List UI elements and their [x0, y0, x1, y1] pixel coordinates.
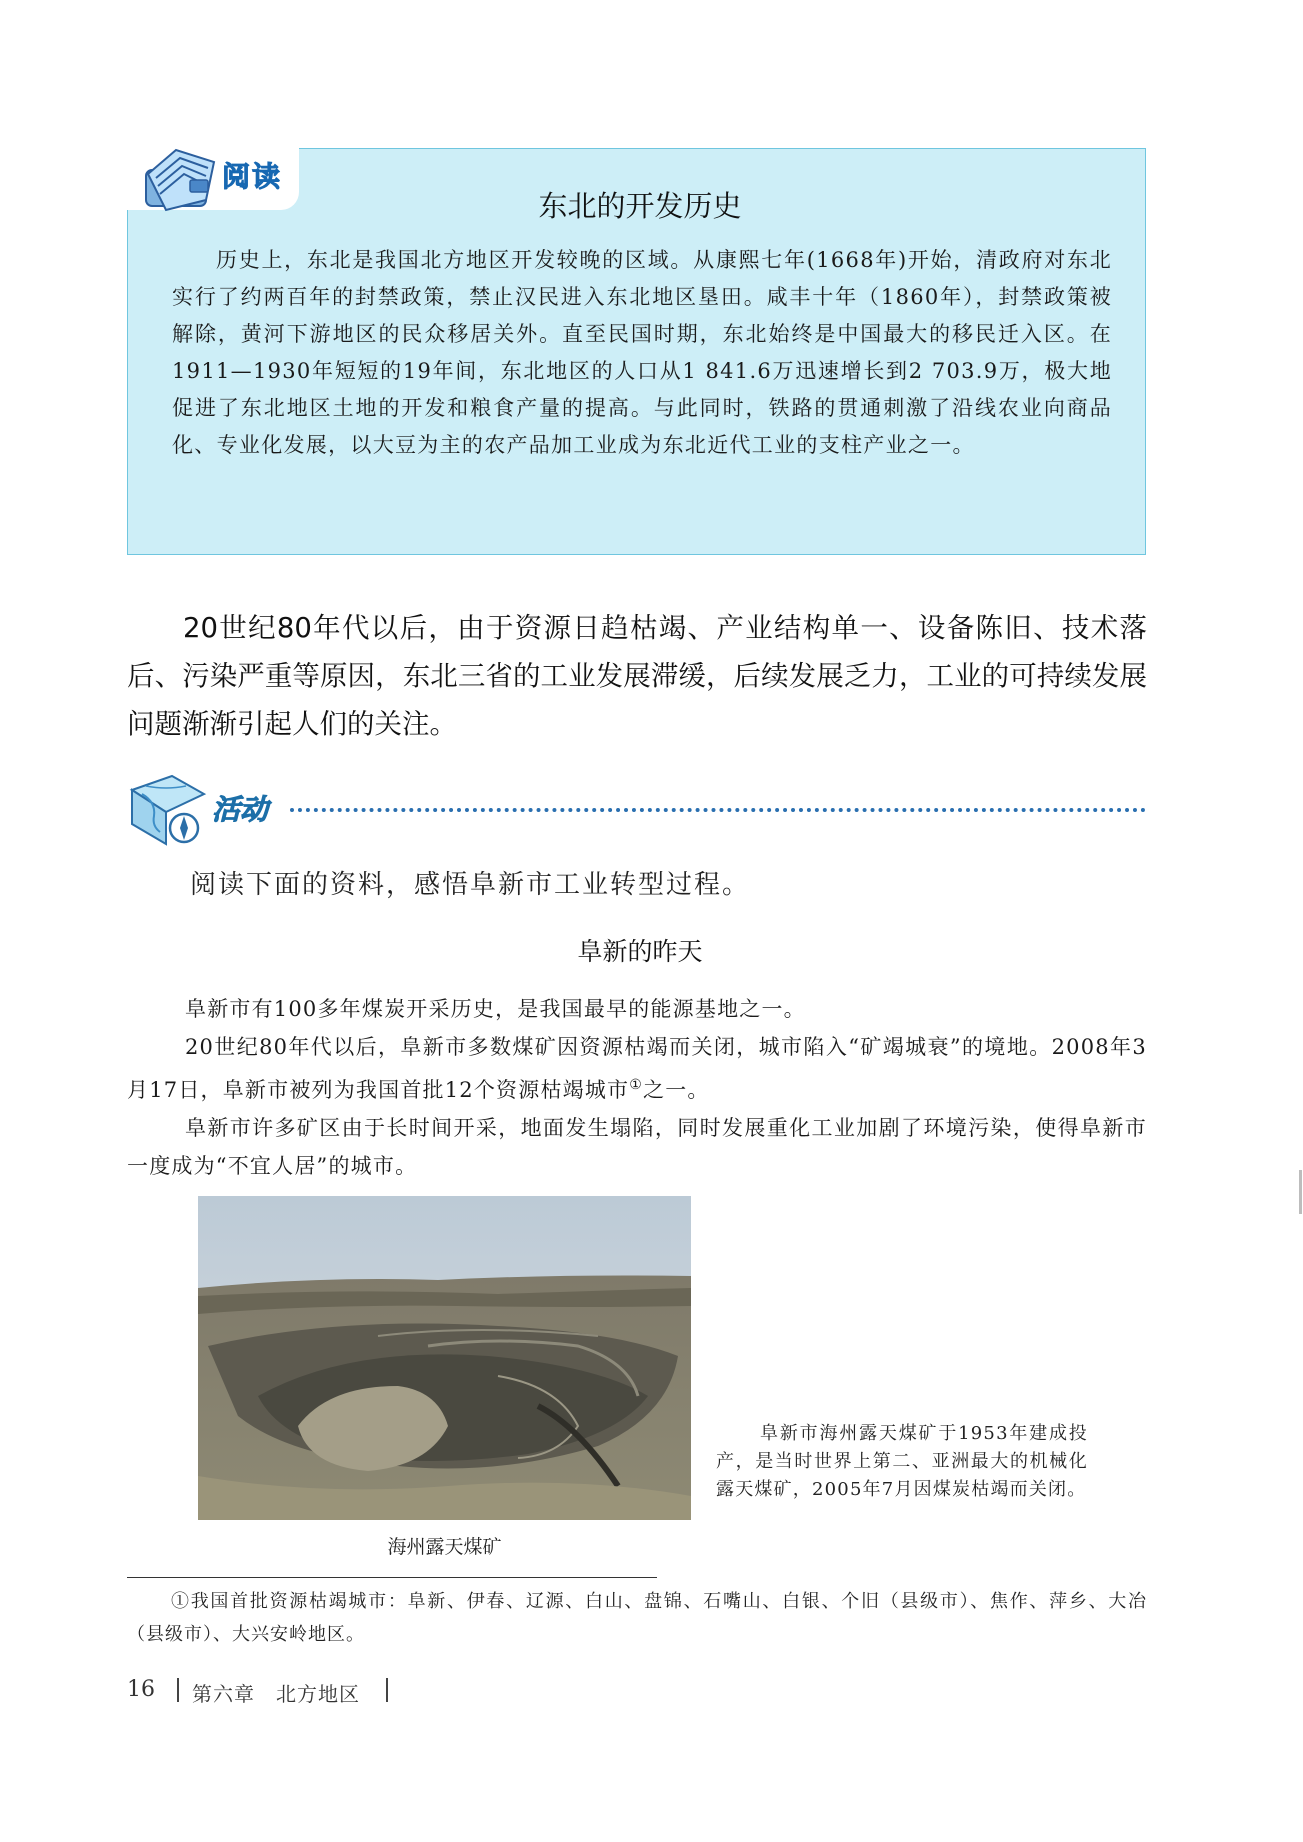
- photo-caption: 海州露天煤矿: [387, 1536, 502, 1558]
- footer-separator: [177, 1678, 179, 1702]
- footer-separator: [386, 1678, 388, 1702]
- activity-divider: [290, 808, 1146, 812]
- page-edge-mark: [1299, 1170, 1302, 1214]
- page-number: 16: [127, 1677, 155, 1702]
- footnote-marker: ①: [629, 1077, 644, 1093]
- photo-side-caption-text: 阜新市海州露天煤矿于1953年建成投产，是当时世界上第二、亚洲最大的机械化露天煤矿，2005年7月因煤炭枯竭而关闭。: [716, 1423, 1088, 1500]
- section-text: 之一。: [643, 1078, 710, 1102]
- activity-instruction: 阅读下面的资料，感悟阜新市工业转型过程。: [190, 870, 751, 900]
- reading-label: 阅读: [222, 160, 283, 193]
- reading-body: [172, 242, 1112, 464]
- photo-side-caption: [716, 1420, 1088, 1504]
- open-pit-mine-photo: [198, 1196, 691, 1520]
- chapter-label: 第六章 北方地区: [192, 1682, 360, 1706]
- section-paragraph: [127, 1028, 1147, 1109]
- activity-label: 活动: [212, 793, 269, 826]
- section-body: [127, 990, 1147, 1185]
- section-title: 阜新的昨天: [577, 937, 703, 966]
- book-icon: [136, 140, 224, 216]
- reading-title: 东北的开发历史: [538, 189, 742, 223]
- footnote-rule: [127, 1577, 657, 1578]
- section-paragraph: 阜新市有100多年煤炭开采历史，是我国最早的能源基地之一。: [185, 997, 806, 1021]
- main-paragraph: 20世纪80年代以后，由于资源日趋枯竭、产业结构单一、设备陈旧、技术落后、污染严重等原因，东北三省的工业发展滞缓，后续发展乏力，工业的可持续发展问题渐渐引起人们的关注。: [127, 612, 1147, 740]
- section-paragraph: 阜新市许多矿区由于长时间开采，地面发生塌陷，同时发展重化工业加剧了环境污染，使得阜新市一度成为“不宜人居”的城市。: [127, 1116, 1147, 1178]
- map-compass-icon: [126, 772, 210, 848]
- reading-paragraph: 历史上，东北是我国北方地区开发较晚的区域。从康熙七年(1668年)开始，清政府对东北实行了约两百年的封禁政策，禁止汉民进入东北地区垦田。咸丰十年（1860年），封禁政策被解除，黄河下游地区的民众移居关外。直至民国时期，东北始终是中国最大的移民迁入区。在1911—1930年短短的19年间，东北地区的人口从1 841.6万迅速增长到2 703.9万，极大地促进了东北地区土地的开发和粮食产量的提高。与此同时，铁路的贯通刺激了沿线农业向商品化、专业化发展，以大豆为主的农产品加工业成为东北近代工业的支柱产业之一。: [172, 248, 1112, 457]
- section-text: 20世纪80年代以后，阜新市多数煤矿因资源枯竭而关闭，城市陷入“矿竭城衰”的境地。2008年3月17日，阜新市被列为我国首批12个资源枯竭城市: [127, 1035, 1147, 1102]
- footnote: ①我国首批资源枯竭城市：阜新、伊春、辽源、白山、盘锦、石嘴山、白银、个旧（县级市）、焦作、萍乡、大冶（县级市）、大兴安岭地区。: [127, 1591, 1147, 1645]
